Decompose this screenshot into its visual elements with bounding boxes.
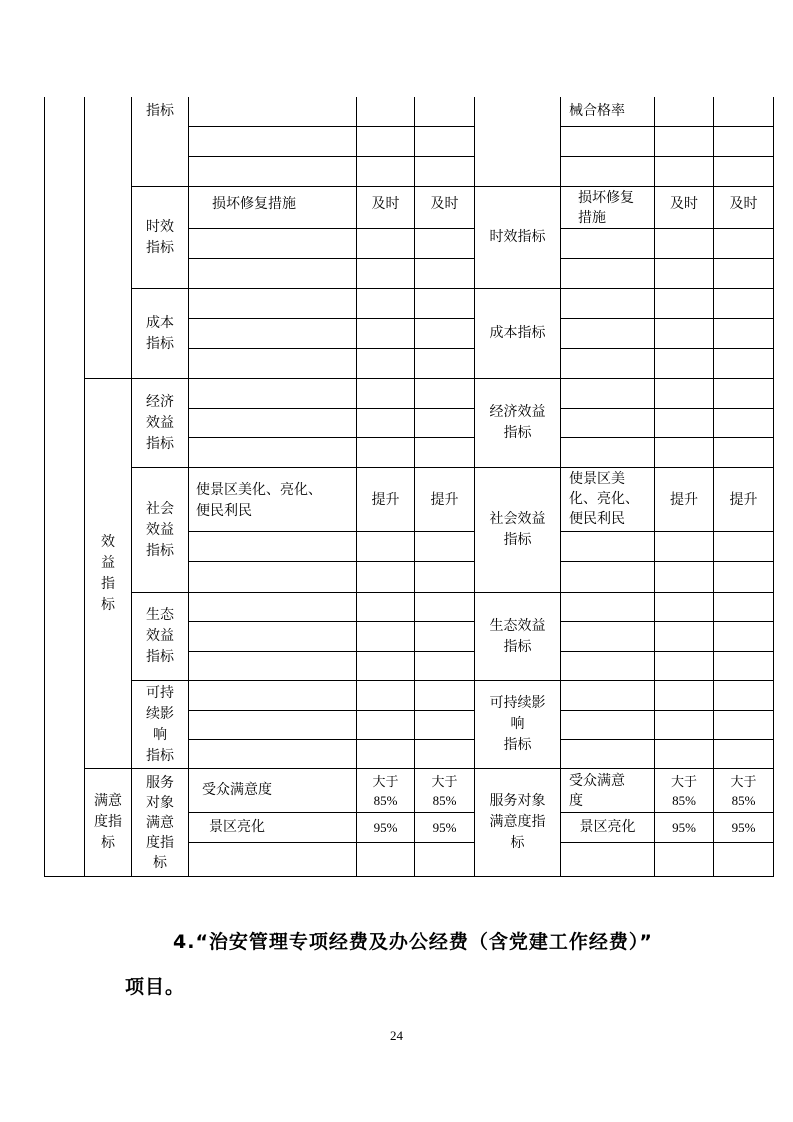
right-timeliness-target: 及时 — [670, 196, 698, 212]
timeliness-actual: 及时 — [430, 196, 459, 212]
grid-line — [560, 651, 774, 652]
grid-line — [560, 561, 774, 562]
satisfaction-row2-target: 95% — [373, 820, 398, 835]
category-benefit-label: 效 益 指 标 — [101, 533, 115, 613]
satisfaction-row1-item: 受众满意度 — [202, 782, 272, 798]
right-timeliness-item: 损坏修复 措施 — [578, 190, 634, 226]
grid-line — [560, 437, 774, 438]
grid-line — [131, 467, 774, 468]
right-social-target: 提升 — [670, 492, 698, 508]
grid-line — [188, 561, 475, 562]
right-satisfaction-row1-target: 大于 85% — [670, 773, 697, 808]
grid-line — [188, 651, 475, 652]
social-target: 提升 — [371, 492, 400, 508]
grid-line — [188, 842, 475, 843]
subcat-timeliness-label: 时效 指标 — [146, 218, 174, 256]
subcat-output-label: 指标 — [146, 103, 174, 119]
grid-line — [188, 739, 475, 740]
satisfaction-row2-item: 景区亮化 — [209, 819, 265, 835]
grid-line — [188, 258, 475, 259]
grid-line — [188, 126, 475, 127]
right-social-label: 社会效益 指标 — [489, 511, 546, 548]
section-heading: 4.“治安管理专项经费及办公经费（含党建工作经费）” — [173, 931, 653, 953]
subcat-social-label: 社会 效益 指标 — [146, 500, 174, 559]
grid-line — [188, 408, 475, 409]
grid-line — [44, 876, 774, 877]
subcat-sustainable-label: 可持 续影 响 指标 — [146, 684, 174, 764]
right-sustainable-label: 可持续影 响 指标 — [489, 695, 546, 753]
grid-line — [131, 186, 774, 187]
grid-line — [188, 621, 475, 622]
grid-line — [773, 97, 774, 876]
grid-line — [560, 531, 774, 532]
right-social-item: 使景区美 化、亮化、 便民利民 — [569, 471, 639, 527]
grid-line — [560, 126, 774, 127]
right-social-actual: 提升 — [729, 492, 758, 508]
grid-line — [560, 739, 774, 740]
grid-line — [560, 842, 774, 843]
right-ecological-label: 生态效益 指标 — [489, 617, 546, 655]
grid-line — [560, 258, 774, 259]
timeliness-target: 及时 — [371, 196, 400, 212]
subcat-cost-label: 成本 指标 — [146, 314, 174, 352]
right-satisfaction-row2-target: 95% — [672, 820, 696, 835]
right-satisfaction-row2-actual: 95% — [731, 820, 756, 835]
page-number: 24 — [390, 1028, 403, 1043]
right-satisfaction-label: 服务对象 满意度指 标 — [489, 793, 546, 851]
section-heading-continued: 项目。 — [125, 976, 186, 998]
grid-line — [188, 318, 475, 319]
right-satisfaction-row1-item: 受众满意 度 — [569, 773, 625, 809]
right-timeliness-actual: 及时 — [729, 196, 758, 212]
right-timeliness-label: 时效指标 — [489, 229, 546, 245]
satisfaction-row2-actual: 95% — [432, 820, 457, 835]
grid-line — [188, 710, 475, 711]
social-item: 使景区美化、亮化、 便民利民 — [196, 482, 322, 519]
grid-line — [44, 97, 45, 876]
satisfaction-row1-target: 大于 85% — [372, 773, 399, 808]
grid-line — [188, 348, 475, 349]
grid-line — [188, 156, 475, 157]
satisfaction-row1-actual: 大于 85% — [431, 773, 458, 808]
grid-line — [560, 318, 774, 319]
grid-line — [560, 408, 774, 409]
grid-line — [560, 348, 774, 349]
subcat-ecological-label: 生态 效益 指标 — [146, 607, 174, 665]
grid-line — [131, 288, 774, 289]
grid-line — [560, 228, 774, 229]
grid-line — [560, 621, 774, 622]
subcat-satisfaction-label: 服务 对象 满意 度指 标 — [146, 774, 174, 871]
right-cost-label: 成本指标 — [489, 325, 546, 341]
right-satisfaction-row2-item: 景区亮化 — [579, 819, 636, 835]
right-satisfaction-row1-actual: 大于 85% — [730, 773, 757, 808]
subcat-economic-label: 经济 效益 指标 — [146, 393, 174, 452]
timeliness-item: 损坏修复措施 — [212, 196, 296, 212]
grid-line — [188, 228, 475, 229]
grid-line — [560, 710, 774, 711]
category-satisfaction-label: 满意 度指 标 — [94, 793, 122, 851]
grid-line — [131, 592, 774, 593]
grid-line — [131, 680, 774, 681]
grid-line — [560, 97, 561, 876]
grid-line — [188, 437, 475, 438]
grid-line — [560, 156, 774, 157]
right-output-label: 械合格率 — [569, 103, 625, 119]
social-actual: 提升 — [430, 492, 459, 508]
grid-line — [188, 531, 475, 532]
right-economic-label: 经济效益 指标 — [489, 404, 546, 441]
